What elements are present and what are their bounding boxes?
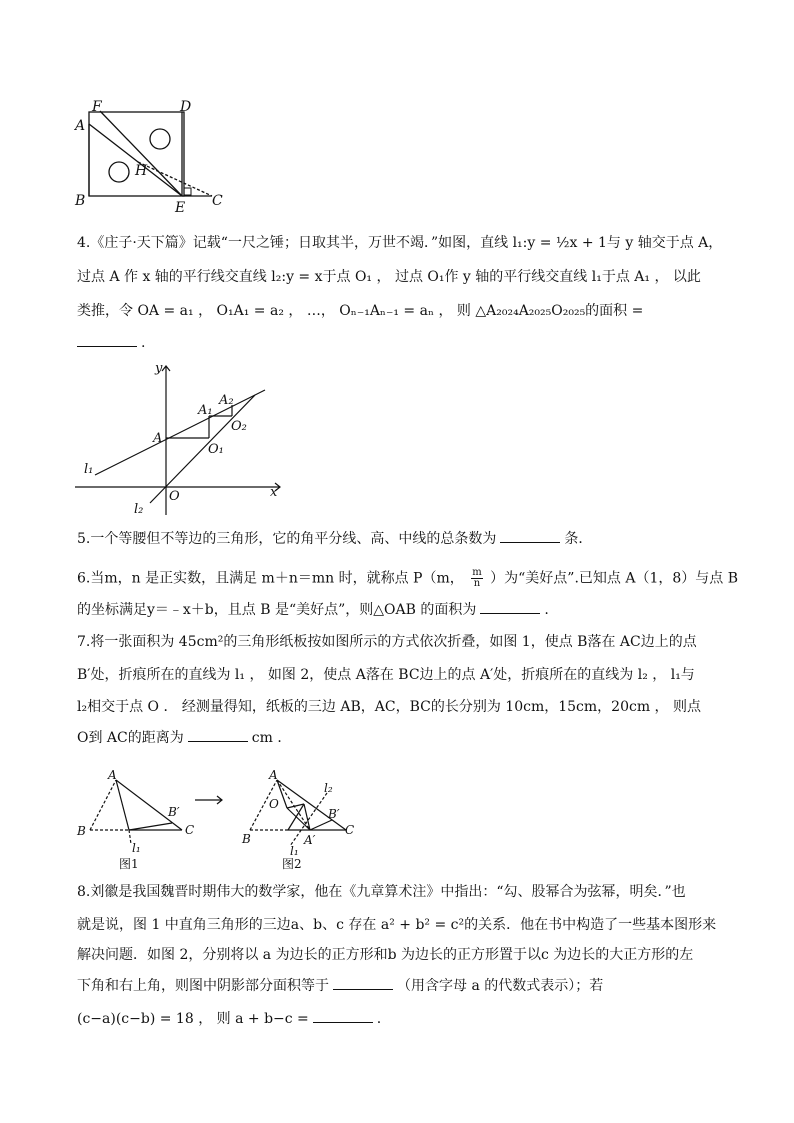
label-F: F bbox=[92, 99, 102, 115]
q8-line3: 解决问题．如图 2，分别将以 a 为边长的正方形和b 为边长的正方形置于以c 为边长的大正方形的左 bbox=[77, 947, 694, 963]
fig2-label-O: O bbox=[269, 797, 279, 811]
label-O1: O₁ bbox=[208, 442, 224, 457]
q7-line2: B′处，折痕所在的直线为 l₁ ， 如图 2，使点 A落在 BC边上的点 A′处，折痕所在的直线为 l₂ ， l₁与 bbox=[77, 667, 695, 683]
circle-upper bbox=[150, 129, 170, 149]
q7-answer-blank bbox=[188, 729, 248, 742]
label-A2: A₂ bbox=[219, 393, 234, 408]
label-y: y bbox=[155, 361, 163, 376]
q4-line1: 4.《庄子·天下篇》记载“一尺之锤；日取其半，万世不竭．”如图，直线 l₁:y = ½x + 1与 y 轴交于点 A， bbox=[77, 235, 723, 251]
fig1-label-A: A bbox=[108, 768, 117, 782]
fig2-label-A: A bbox=[269, 768, 278, 782]
circle-lower bbox=[109, 162, 129, 182]
fig2-label-l2: l₂ bbox=[324, 781, 333, 795]
fig1-label-l1: l₁ bbox=[132, 841, 141, 855]
q4-answer-blank bbox=[77, 334, 137, 347]
q4-line3: 类推，令 OA = a₁ ， O₁A₁ = a₂ ， …， Oₙ₋₁Aₙ₋₁ = aₙ ， 则 △A₂₀₂₄A₂₀₂₅O₂₀₂₅的面积 = bbox=[77, 303, 644, 319]
q8-answer-blank-2 bbox=[313, 1010, 373, 1023]
figure-lines-graph bbox=[70, 360, 290, 520]
figure-folding bbox=[72, 760, 372, 875]
q8-line2: 就是说，图 1 中直角三角形的三边a、b、c 存在 a² + b² = c²的关系．他在书中构造了一些基本图形来 bbox=[77, 917, 717, 933]
q8-answer-blank-1 bbox=[333, 977, 393, 990]
label-E: E bbox=[175, 200, 186, 215]
fig2-label-l1: l₁ bbox=[290, 844, 299, 858]
label-A1: A₁ bbox=[198, 403, 213, 418]
q8-line5: (c−a)(c−b) = 18 ， 则 a + b−c = . bbox=[77, 1011, 382, 1027]
caption-fig1: 图1 bbox=[119, 857, 139, 871]
label-D: D bbox=[180, 99, 192, 115]
label-l2: l₂ bbox=[134, 502, 144, 517]
fig2-label-B: B bbox=[242, 832, 251, 846]
label-O: O bbox=[169, 489, 180, 504]
q4-line2: 过点 A 作 x 轴的平行线交直线 l₂:y = x于点 O₁ ， 过点 O₁作 y 轴的平行线交直线 l₁于点 A₁ ， 以此 bbox=[77, 269, 701, 285]
fig1-label-C: C bbox=[185, 823, 195, 837]
label-x: x bbox=[270, 485, 278, 500]
q6-answer-blank bbox=[480, 601, 540, 614]
q7-line1: 7.将一张面积为 45cm²的三角形纸板按如图所示的方式依次折叠，如图 1，使点 B落在 AC边上的点 bbox=[77, 634, 697, 650]
q6-line2: 的坐标满足y＝﹣x＋b，且点 B 是“美好点”，则△OAB 的面积为 . bbox=[77, 602, 549, 618]
label-A: A bbox=[75, 118, 86, 134]
q7-line4: O到 AC的距离为 cm ． bbox=[77, 730, 292, 746]
line-F-E bbox=[100, 111, 182, 196]
q4-line4: . bbox=[77, 334, 145, 352]
label-H: H bbox=[135, 163, 148, 179]
q7-line3: l₂相交于点 O ． 经测量得知，纸板的三边 AB，AC，BC的长分别为 10cm，15cm，20cm ， 则点 bbox=[77, 699, 701, 715]
q8-line1: 8.刘徽是我国魏晋时期伟大的数学家，他在《九章算术注》中指出：“勾、股幂合为弦幂，明矣．”也 bbox=[77, 884, 686, 900]
q6-line1: 6.当m，n 是正实数，且满足 m＋n＝mn 时，就称点 P（m， $\frac{m}{n}$ ）为“美好点”.已知点 A（1，8）与点 B bbox=[77, 567, 739, 589]
figure-square-triangles bbox=[70, 95, 230, 215]
q5-line: 5.一个等腰但不等边的三角形，它的角平分线、高、中线的总条数为 条． bbox=[77, 531, 593, 547]
right-angle-mark bbox=[184, 188, 191, 195]
q5-answer-blank bbox=[500, 530, 560, 543]
label-l1: l₁ bbox=[84, 462, 94, 477]
caption-fig2: 图2 bbox=[282, 857, 302, 871]
q8-line4: 下角和右上角，则图中阴影部分面积等于 （用含字母 a 的代数式表示）；若 bbox=[77, 978, 604, 994]
label-O2: O₂ bbox=[231, 419, 247, 434]
label-A: A bbox=[153, 431, 163, 446]
fig1-label-Bprime: B′ bbox=[168, 805, 180, 819]
fig1-label-B: B bbox=[77, 824, 86, 838]
label-B: B bbox=[75, 193, 86, 209]
q6-fraction: $\frac{m}{n}$ bbox=[472, 567, 482, 589]
fig2-label-Aprime: A′ bbox=[304, 833, 316, 847]
line-A-E bbox=[89, 124, 182, 196]
label-C: C bbox=[212, 193, 223, 209]
fig2-label-Bprime: B′ bbox=[328, 807, 340, 821]
fig2-label-C: C bbox=[345, 823, 355, 837]
